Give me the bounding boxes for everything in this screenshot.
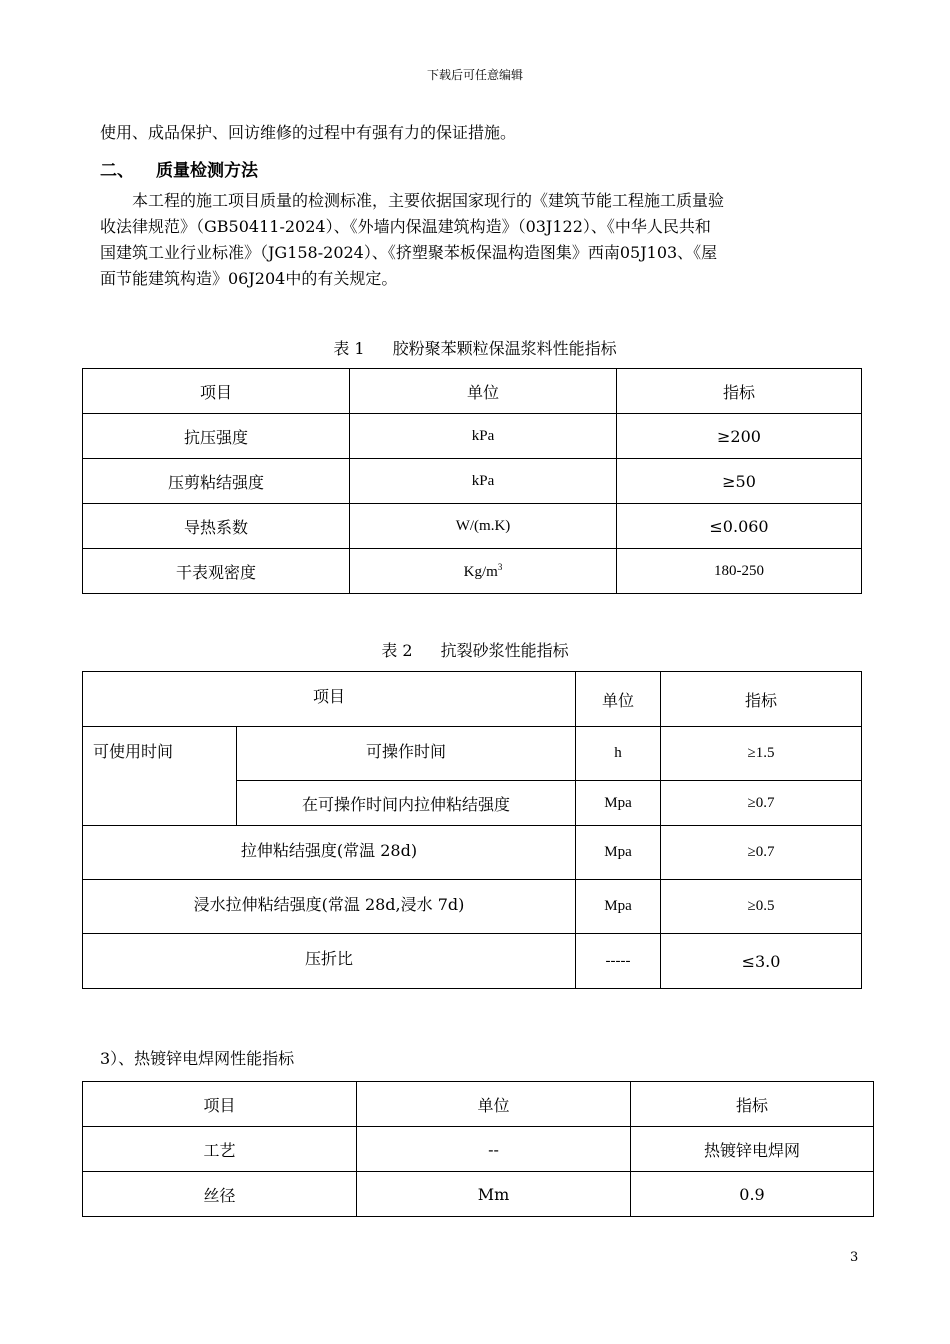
table-cell: ≤3.0 [661, 934, 862, 989]
table1-caption-title: 胶粉聚苯颗粒保温浆料性能指标 [392, 339, 617, 358]
table-cell: W/(m.K) [350, 504, 617, 549]
table-cell: Mpa [576, 781, 661, 826]
table1-header-cell: 指标 [617, 369, 862, 414]
table-row [83, 1172, 874, 1217]
table2-header-cell: 指标 [661, 672, 862, 727]
table2-header-row [83, 672, 862, 727]
table-cell: Mpa [576, 880, 661, 934]
table2 [82, 671, 862, 989]
table-row [83, 549, 862, 594]
table-cell: 拉伸粘结强度(常温 28d) [83, 826, 576, 880]
table1-caption [0, 336, 950, 359]
table-cell: 在可操作时间内拉伸粘结强度 [237, 781, 576, 826]
table-cell: ≥0.7 [661, 826, 862, 880]
table3 [82, 1081, 874, 1217]
table-cell: 丝径 [83, 1172, 357, 1217]
table-cell: 压折比 [83, 934, 576, 989]
section-number: 二、 [100, 161, 134, 181]
intro-line: 使用、成品保护、回访维修的过程中有强有力的保证措施。 [100, 123, 517, 142]
table-cell: ≥50 [617, 459, 862, 504]
table1-header-row [83, 369, 862, 414]
body-paragraph [100, 188, 852, 292]
para-line-1: 本工程的施工项目质量的检测标准，主要依据国家现行的《建筑节能工程施工质量验 [100, 191, 725, 210]
table-cell: kPa [350, 459, 617, 504]
table-cell: 180-250 [617, 549, 862, 594]
table2-group-label: 可使用时间 [83, 727, 237, 826]
para-line-2: 收法律规范》（GB50411-2024）、《外墙内保温建筑构造》（03J122）、《中华人民共和 [100, 217, 711, 236]
section-heading [100, 156, 258, 181]
table-row [83, 880, 862, 934]
table-cell: 0.9 [631, 1172, 874, 1217]
table-cell: 可操作时间 [237, 727, 576, 781]
table-row [83, 934, 862, 989]
para-line-4: 面节能建筑构造》06J204中的有关规定。 [100, 269, 398, 288]
table2-caption-title: 抗裂砂浆性能指标 [440, 641, 569, 660]
table-row [83, 459, 862, 504]
table3-header-cell: 指标 [631, 1082, 874, 1127]
para-line-3: 国建筑工业行业标准》（JG158-2024）、《挤塑聚苯板保温构造图集》西南05J103、《屋 [100, 243, 718, 262]
table-cell: h [576, 727, 661, 781]
table-cell: 抗压强度 [83, 414, 350, 459]
table-cell: 工艺 [83, 1127, 357, 1172]
table-cell: 浸水拉伸粘结强度(常温 28d,浸水 7d) [83, 880, 576, 934]
page-number: 3 [850, 1250, 859, 1265]
table2-caption [0, 638, 950, 661]
section-title: 质量检测方法 [156, 161, 258, 181]
table2-caption-no: 表 2 [381, 641, 413, 660]
table-cell: Mpa [576, 826, 661, 880]
table-row [83, 414, 862, 459]
table1-caption-no: 表 1 [333, 339, 365, 358]
table-cell: ≥200 [617, 414, 862, 459]
table-cell: ≤0.060 [617, 504, 862, 549]
table-row [83, 504, 862, 549]
table-cell: kPa [350, 414, 617, 459]
table-row [83, 1127, 874, 1172]
table-cell: 干表观密度 [83, 549, 350, 594]
table-cell: 热镀锌电焊网 [631, 1127, 874, 1172]
table3-header-cell: 单位 [357, 1082, 631, 1127]
table3-header-row [83, 1082, 874, 1127]
table2-header-cell: 单位 [576, 672, 661, 727]
table-cell: 压剪粘结强度 [83, 459, 350, 504]
density-unit: Kg/m [463, 563, 498, 580]
table2-header-cell: 项目 [83, 672, 576, 727]
table1 [82, 368, 862, 594]
table-cell: ≥1.5 [661, 727, 862, 781]
table-cell: 导热系数 [83, 504, 350, 549]
table-cell: ----- [576, 934, 661, 989]
table-row [83, 826, 862, 880]
density-unit-sup: 3 [497, 561, 503, 572]
table1-header-cell: 项目 [83, 369, 350, 414]
table-cell: ≥0.5 [661, 880, 862, 934]
table3-caption: 3）、热镀锌电焊网性能指标 [100, 1049, 295, 1068]
table1-header-cell: 单位 [350, 369, 617, 414]
table-row [83, 727, 862, 781]
table3-header-cell: 项目 [83, 1082, 357, 1127]
table-cell: ≥0.7 [661, 781, 862, 826]
page-header: 下载后可任意编辑 [426, 68, 523, 82]
table-cell: Mm [357, 1172, 631, 1217]
table-cell: -- [357, 1127, 631, 1172]
table-cell [350, 549, 617, 594]
